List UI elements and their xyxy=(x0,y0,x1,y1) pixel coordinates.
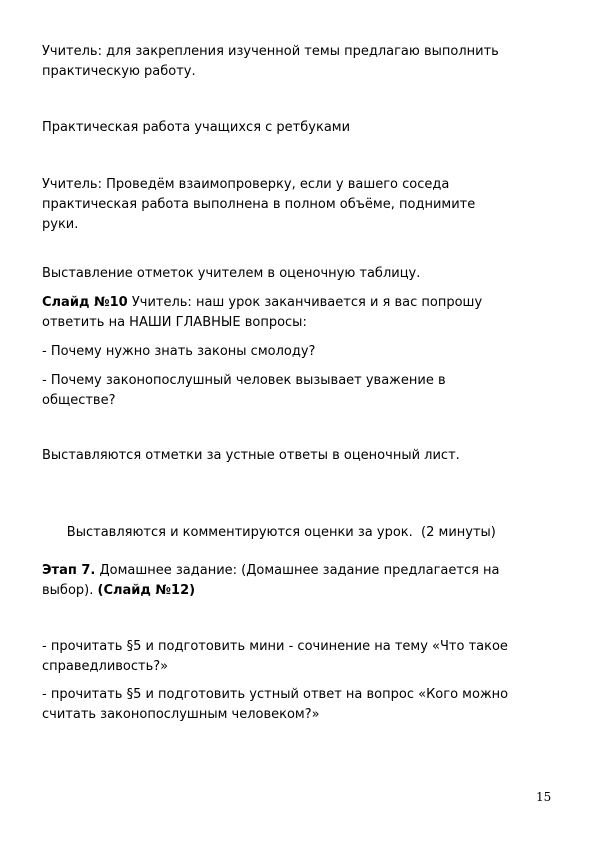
text-line: ответить на НАШИ ГЛАВНЫЕ вопросы: xyxy=(42,315,307,330)
paragraph-slide-10 xyxy=(42,293,562,333)
text-line: Практическая работа учащихся с ретбуками xyxy=(42,120,351,135)
text-line: Учитель: наш урок заканчивается и я вас попрошу xyxy=(127,295,483,310)
text-line: - прочитать §5 и подготовить устный ответ на вопрос «Кого можно xyxy=(42,687,509,702)
text-line: Учитель: для закрепления изученной темы предлагаю выполнить xyxy=(42,44,499,59)
paragraph-question-2 xyxy=(42,371,562,411)
text-line: - Почему нужно знать законы смолоду? xyxy=(42,344,316,359)
paragraph-grading xyxy=(42,264,562,284)
paragraph-teacher-consolidation xyxy=(42,42,562,82)
text-line: считать законопослушным человеком?» xyxy=(42,707,320,722)
text-line: Выставляются и комментируются оценки за урок. (2 минуты) xyxy=(58,525,496,540)
text-line: - Почему законопослушный человек вызывает уважение в xyxy=(42,373,446,388)
page-number: 15 xyxy=(536,790,552,804)
text-line: руки. xyxy=(42,217,79,232)
text-line: практическую работу. xyxy=(42,64,196,79)
paragraph-practical-work xyxy=(42,118,562,138)
text-line: Домашнее задание: (Домашнее задание предлагается на xyxy=(95,563,500,578)
text-line: обществе? xyxy=(42,393,116,408)
text-line: - прочитать §5 и подготовить мини - сочинение на тему «Что такое xyxy=(42,639,508,654)
stage-label: Этап 7. xyxy=(42,563,96,578)
text-line: практическая работа выполнена в полном объёме, поднимите xyxy=(42,197,476,212)
text-line: Выставление отметок учителем в оценочную таблицу. xyxy=(42,266,421,281)
paragraph-stage-7 xyxy=(42,561,562,601)
slide-label: (Слайд №12) xyxy=(97,583,196,598)
text-line: выбор). xyxy=(42,583,98,598)
text-line: справедливость?» xyxy=(42,659,169,674)
paragraph-homework-option-2 xyxy=(42,685,562,725)
paragraph-question-1 xyxy=(42,342,562,362)
paragraph-peer-review xyxy=(42,175,562,235)
slide-label: Слайд №10 xyxy=(42,295,128,310)
paragraph-lesson-grades xyxy=(42,503,562,563)
text-line: Выставляются отметки за устные ответы в оценочный лист. xyxy=(42,448,460,463)
paragraph-homework-option-1 xyxy=(42,637,562,677)
text-line: Учитель: Проведём взаимопроверку, если у вашего соседа xyxy=(42,177,450,192)
paragraph-oral-grades xyxy=(42,446,562,466)
